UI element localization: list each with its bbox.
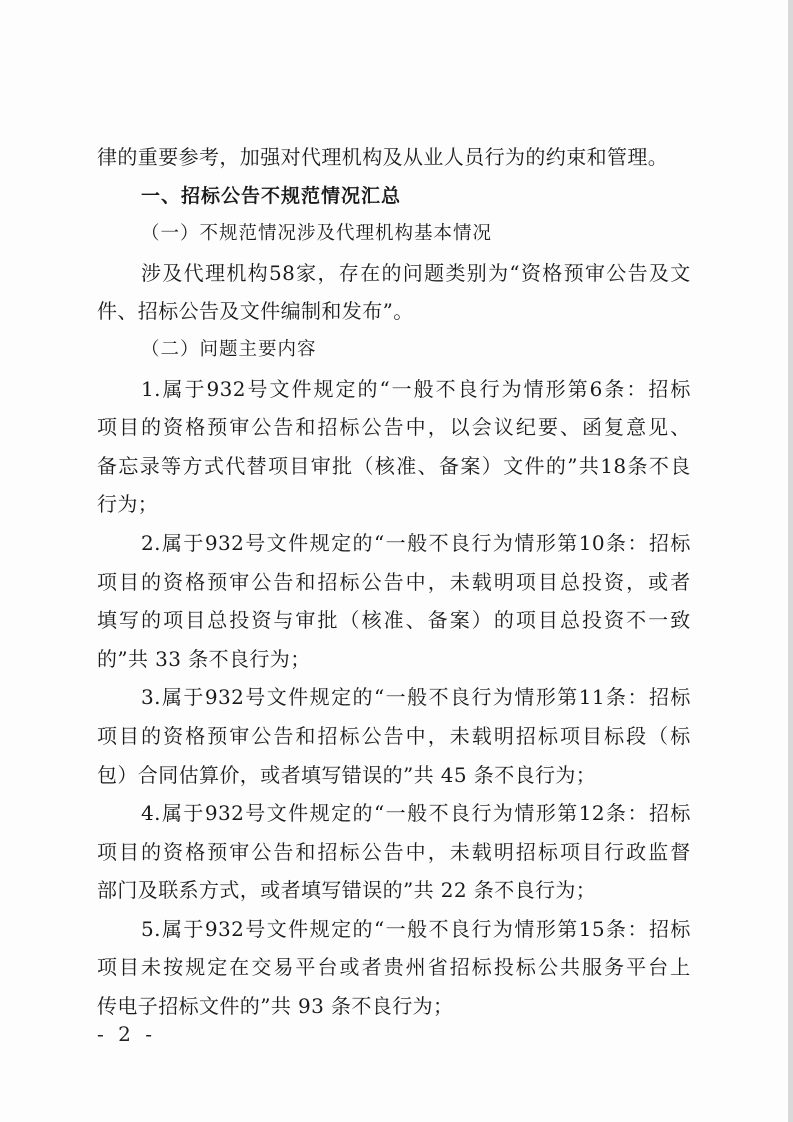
text-line: 传电子招标文件的”共 93 条不良行为；: [97, 994, 454, 1019]
text-line: 项 目 的 资 格 预 审 公 告 和 招 标 公 告 中 ， 未 载 明 招 标 项 目 标 段 （ 标: [97, 723, 691, 748]
page-edge: [788, 0, 793, 1122]
text-line: 项 目 的 资 格 预 审 公 告 和 招 标 公 告 中 ， 未 载 明 招 标 项 目 行 政 监 督: [97, 839, 691, 864]
paragraph: [97, 254, 691, 331]
page-number: - 2 -: [97, 1022, 156, 1046]
text-line: 4. 属 于 932 号 文 件 规 定 的 “ 一 般 不 良 行 为 情 形 第 12 条 ： 招 标: [141, 801, 691, 826]
text-line: 项 目 的 资 格 预 审 公 告 和 招 标 公 告 中 ， 未 载 明 项 目 总 投 资 ， 或 者: [97, 569, 691, 594]
text-line: 部门及联系方式，或者填写错误的”共 22 条不良行为；: [97, 878, 597, 903]
text-line: 5. 属 于 932 号 文 件 规 定 的 “ 一 般 不 良 行 为 情 形 第 15 条 ： 招 标: [141, 916, 691, 941]
text-line: 项 目 的 资 格 预 审 公 告 和 招 标 公 告 中 ， 以 会 议 纪 要 、 函 复 意 见 、: [97, 415, 691, 440]
paragraph: [97, 910, 691, 1026]
text-line: 项 目 未 按 规 定 在 交 易 平 台 或 者 贵 州 省 招 标 投 标 公 共 服 务 平 台 上: [97, 955, 691, 980]
text-line: 2. 属 于 932 号 文 件 规 定 的 “ 一 般 不 良 行 为 情 形 第 10 条 ： 招 标: [141, 530, 691, 555]
text-line: 件、招标公告及文件编制和发布”。: [97, 299, 414, 324]
text-line: 律的重要参考，加强对代理机构及从业人员行为的约束和管理。: [97, 145, 669, 169]
paragraph: [97, 794, 691, 910]
text-line: 填 写 的 项 目 总 投 资 与 审 批 （ 核 准 、 备 案 ） 的 项 目 总 投 资 不 一 致: [97, 608, 691, 633]
document-body: [97, 138, 691, 1026]
text-line: 包）合同估算价，或者填写错误的”共 45 条不良行为；: [97, 762, 597, 787]
text-line: （一）不规范情况涉及代理机构基本情况: [141, 223, 493, 245]
text-line: 涉 及 代 理 机 构 58 家 ， 存 在 的 问 题 类 别 为 “ 资 格 预 审 公 告 及 文: [141, 260, 691, 285]
paragraph: [97, 524, 691, 678]
text-line: 备 忘 录 等 方 式 代 替 项 目 审 批 （ 核 准 、 备 案 ） 文 件 的 ” 共 18 条 不 良: [97, 453, 691, 478]
paragraph: [97, 370, 691, 524]
paragraph: [97, 678, 691, 794]
sub-heading: [97, 331, 691, 370]
text-line: 1. 属 于 932 号 文 件 规 定 的 “ 一 般 不 良 行 为 情 形 第 6 条 ： 招 标: [141, 376, 691, 401]
text-line: 一、招标公告不规范情况汇总: [141, 184, 402, 207]
text-line: 行为；: [97, 492, 159, 517]
text-line: 的”共 33 条不良行为；: [97, 646, 311, 671]
text-line: （二）问题主要内容: [141, 338, 317, 360]
section-heading: [97, 177, 691, 216]
sub-heading: [97, 215, 691, 254]
paragraph: [97, 138, 691, 177]
text-line: 3. 属 于 932 号 文 件 规 定 的 “ 一 般 不 良 行 为 情 形 第 11 条 ： 招 标: [141, 685, 691, 710]
